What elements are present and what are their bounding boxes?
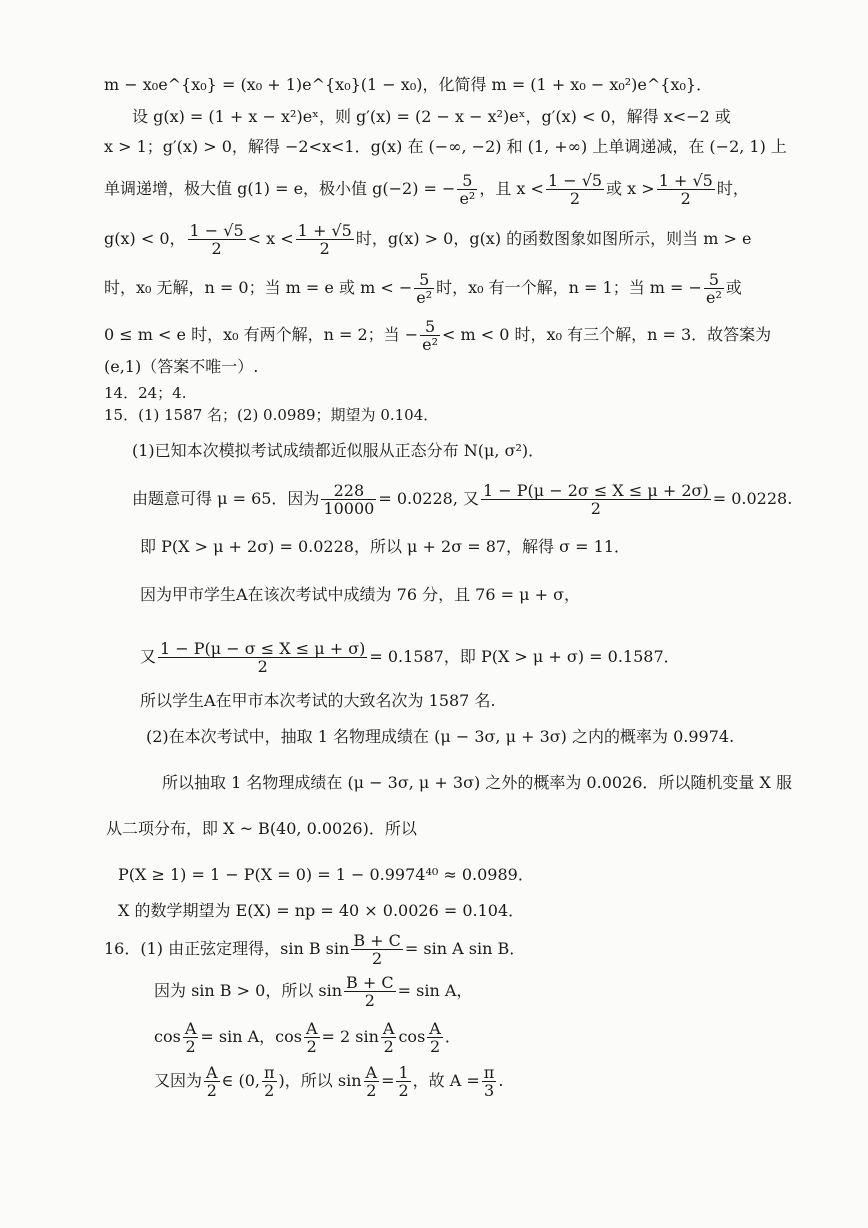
line-25-text-a: 又因为 <box>154 1071 203 1090</box>
fraction-den: 2 <box>372 949 383 968</box>
fraction-den: 2 <box>569 189 581 208</box>
fraction-a-over-2 <box>183 1020 199 1055</box>
fraction-den: 2 <box>383 1037 394 1056</box>
line-4-text-b: ，且 x < <box>479 179 544 198</box>
fraction-den: 10000 <box>323 499 375 518</box>
line-1: m − x₀e^{x₀} = (x₀ + 1)e^{x₀}(1 − x₀)，化简得 m = (1 + x₀ − x₀²)e^{x₀}． <box>104 75 713 94</box>
fraction-1-minus-root5 <box>188 222 246 257</box>
fraction-one-half <box>396 1064 410 1099</box>
fraction-a-over-2 <box>364 1064 380 1099</box>
fraction-num: 1 − P(μ − σ ≤ X ≤ μ + σ) <box>160 639 366 658</box>
line-12-text-b: = 0.0228, 又 <box>378 489 479 508</box>
line-23 <box>154 974 472 1009</box>
fraction-5-over-e2 <box>704 271 724 306</box>
line-22-text-a: 16．(1) 由正弦定理得，sin B sin <box>104 939 350 958</box>
fraction-a-over-2 <box>204 1064 220 1099</box>
fraction-5-over-e2 <box>414 271 434 306</box>
fraction-num: 5 <box>414 271 434 289</box>
fraction-num: 5 <box>420 318 440 336</box>
fraction-b-plus-c-over-2 <box>344 974 396 1009</box>
fraction-num: 5 <box>704 271 724 289</box>
fraction-a-over-2 <box>427 1020 443 1055</box>
fraction-den: 2 <box>429 1037 441 1056</box>
fraction-den: 2 <box>366 1081 377 1100</box>
fraction-num: π <box>483 1063 495 1082</box>
fraction-num: A <box>382 1019 395 1038</box>
line-12-text-a: 由题意可得 μ = 65．因为 <box>132 489 320 508</box>
line-7 <box>104 318 771 353</box>
fraction-num: 1 − √5 <box>547 171 603 190</box>
fraction-pi-over-2 <box>262 1064 277 1099</box>
fraction-a-over-2 <box>304 1020 320 1055</box>
fraction-den: e² <box>422 335 439 354</box>
fraction-den: 2 <box>364 991 375 1010</box>
fraction-1-minus-root5 <box>546 172 604 207</box>
line-4-text-d: 时， <box>716 179 749 198</box>
line-7-text-a: 0 ≤ m < e 时，x₀ 有两个解，n = 2；当 − <box>104 325 419 344</box>
fraction-den: e² <box>705 288 722 307</box>
line-10: 15．(1) 1587 名；(2) 0.0989；期望为 0.104． <box>104 406 439 424</box>
fraction-num: B + C <box>346 973 394 992</box>
fraction-num: 1 − P(μ − 2σ ≤ X ≤ μ + 2σ) <box>483 481 709 500</box>
line-4-text-c: 或 x > <box>606 179 655 198</box>
fraction-228-over-10000 <box>321 482 376 517</box>
line-5-text-b: < x < <box>247 229 294 248</box>
line-6 <box>104 271 742 306</box>
fraction-den: 3 <box>483 1081 495 1100</box>
fraction-pi-over-3 <box>482 1064 497 1099</box>
line-24-text-d: cos <box>398 1027 426 1046</box>
fraction-p-2sigma <box>481 482 711 517</box>
line-25-text-b: ∈ (0, <box>221 1071 261 1090</box>
line-23-text-a: 因为 sin B > 0，所以 sin <box>154 981 343 1000</box>
line-25-text-d: = <box>381 1071 395 1090</box>
fraction-num: 1 <box>398 1063 409 1082</box>
line-20: P(X ≥ 1) = 1 − P(X = 0) = 1 − 0.9974⁴⁰ ≈ 0.0989． <box>118 865 534 884</box>
line-12-text-c: = 0.0228. <box>712 489 793 508</box>
fraction-den: 2 <box>185 1037 196 1056</box>
line-24-text-a: cos <box>154 1027 181 1046</box>
line-18: 所以抽取 1 名物理成绩在 (μ − 3σ, μ + 3σ) 之外的概率为 0.0026．所以随机变量 X 服 <box>162 773 792 792</box>
fraction-num: B + C <box>353 931 401 950</box>
line-23-text-b: = sin A， <box>397 981 473 1000</box>
line-22 <box>104 932 525 967</box>
line-2: 设 g(x) = (1 + x − x²)eˣ，则 g′(x) = (2 − x − x²)eˣ，g′(x) < 0，解得 x<−2 或 <box>132 107 731 126</box>
line-6-text-c: 或 <box>725 278 742 297</box>
fraction-den: 2 <box>319 239 330 258</box>
line-15-text-b: = 0.1587，即 P(X > μ + σ) = 0.1587． <box>369 647 680 666</box>
line-14: 因为甲市学生A在该次考试中成绩为 76 分，且 76 = μ + σ， <box>140 585 581 604</box>
fraction-5-over-e2 <box>457 172 477 207</box>
line-6-text-b: 时，x₀ 有一个解，n = 1；当 m = − <box>436 278 702 297</box>
fraction-num: A <box>305 1019 318 1038</box>
line-4 <box>104 172 749 207</box>
line-5-text-a: g(x) < 0， <box>104 229 186 248</box>
fraction-num: A <box>206 1063 218 1082</box>
fraction-num: 1 − √5 <box>189 221 244 240</box>
line-25-text-c: )，所以 sin <box>278 1071 362 1090</box>
fraction-5-over-e2 <box>420 318 440 353</box>
fraction-den: 2 <box>206 1081 217 1100</box>
fraction-den: 2 <box>211 239 222 258</box>
fraction-num: 228 <box>321 482 376 500</box>
fraction-den: e² <box>459 189 476 208</box>
fraction-num: 1 + √5 <box>297 221 352 240</box>
line-16: 所以学生A在甲市本次考试的大致名次为 1587 名. <box>140 691 496 710</box>
fraction-num: A <box>365 1063 378 1082</box>
line-24 <box>154 1020 461 1055</box>
fraction-den: 2 <box>264 1081 275 1100</box>
line-24-text-b: = sin A，cos <box>200 1027 302 1046</box>
line-21: X 的数学期望为 E(X) = np = 40 × 0.0026 = 0.104． <box>118 901 525 920</box>
line-5-text-c: 时，g(x) > 0，g(x) 的函数图象如图所示，则当 m > e <box>355 229 752 248</box>
fraction-den: 2 <box>257 657 268 676</box>
fraction-num: 5 <box>457 172 477 190</box>
line-6-text-a: 时，x₀ 无解，n = 0；当 m = e 或 m < − <box>104 278 413 297</box>
line-25-text-e: ，故 A = <box>412 1071 480 1090</box>
line-15 <box>140 640 680 675</box>
fraction-b-plus-c-over-2 <box>351 932 403 967</box>
line-12 <box>132 482 792 517</box>
fraction-den: e² <box>416 288 433 307</box>
fraction-num: 1 + √5 <box>658 171 713 190</box>
line-13: 即 P(X > μ + 2σ) = 0.0228，所以 μ + 2σ = 87，解得 σ = 11． <box>140 537 630 556</box>
fraction-num: A <box>429 1019 441 1038</box>
line-7-text-b: < m < 0 时，x₀ 有三个解，n = 3．故答案为 <box>442 325 772 344</box>
fraction-den: 2 <box>590 499 601 518</box>
line-24-text-c: = 2 sin <box>321 1027 379 1046</box>
line-24-text-e: ． <box>444 1027 461 1046</box>
fraction-p-sigma <box>158 640 367 675</box>
fraction-num: π <box>264 1063 275 1082</box>
line-19: 从二项分布，即 X ~ B(40, 0.0026)．所以 <box>106 819 417 838</box>
line-3: x > 1；g′(x) > 0，解得 −2<x<1．g(x) 在 (−∞, −2) 和 (1, +∞) 上单调递减，在 (−2, 1) 上 <box>104 137 787 156</box>
line-22-text-b: = sin A sin B． <box>404 939 526 958</box>
fraction-1-plus-root5 <box>296 222 354 257</box>
line-8: (e,1)（答案不唯一）. <box>104 357 259 376</box>
fraction-den: 2 <box>680 189 691 208</box>
fraction-1-plus-root5 <box>657 172 715 207</box>
line-9: 14．24；4. <box>104 384 187 402</box>
line-25-text-f: . <box>498 1071 504 1090</box>
fraction-a-over-2 <box>381 1020 397 1055</box>
line-11: (1)已知本次模拟考试成绩都近似服从正态分布 N(μ, σ²)． <box>132 441 545 460</box>
fraction-num: A <box>184 1019 197 1038</box>
line-17: (2)在本次考试中，抽取 1 名物理成绩在 (μ − 3σ, μ + 3σ) 之内的概率为 0.9974. <box>146 727 735 746</box>
line-5 <box>104 222 751 257</box>
line-4-text-a: 单调递增，极大值 g(1) = e，极小值 g(−2) = − <box>104 179 456 198</box>
fraction-den: 2 <box>306 1037 317 1056</box>
line-25 <box>154 1064 503 1099</box>
line-15-text-a: 又 <box>140 647 157 666</box>
fraction-den: 2 <box>398 1081 409 1100</box>
